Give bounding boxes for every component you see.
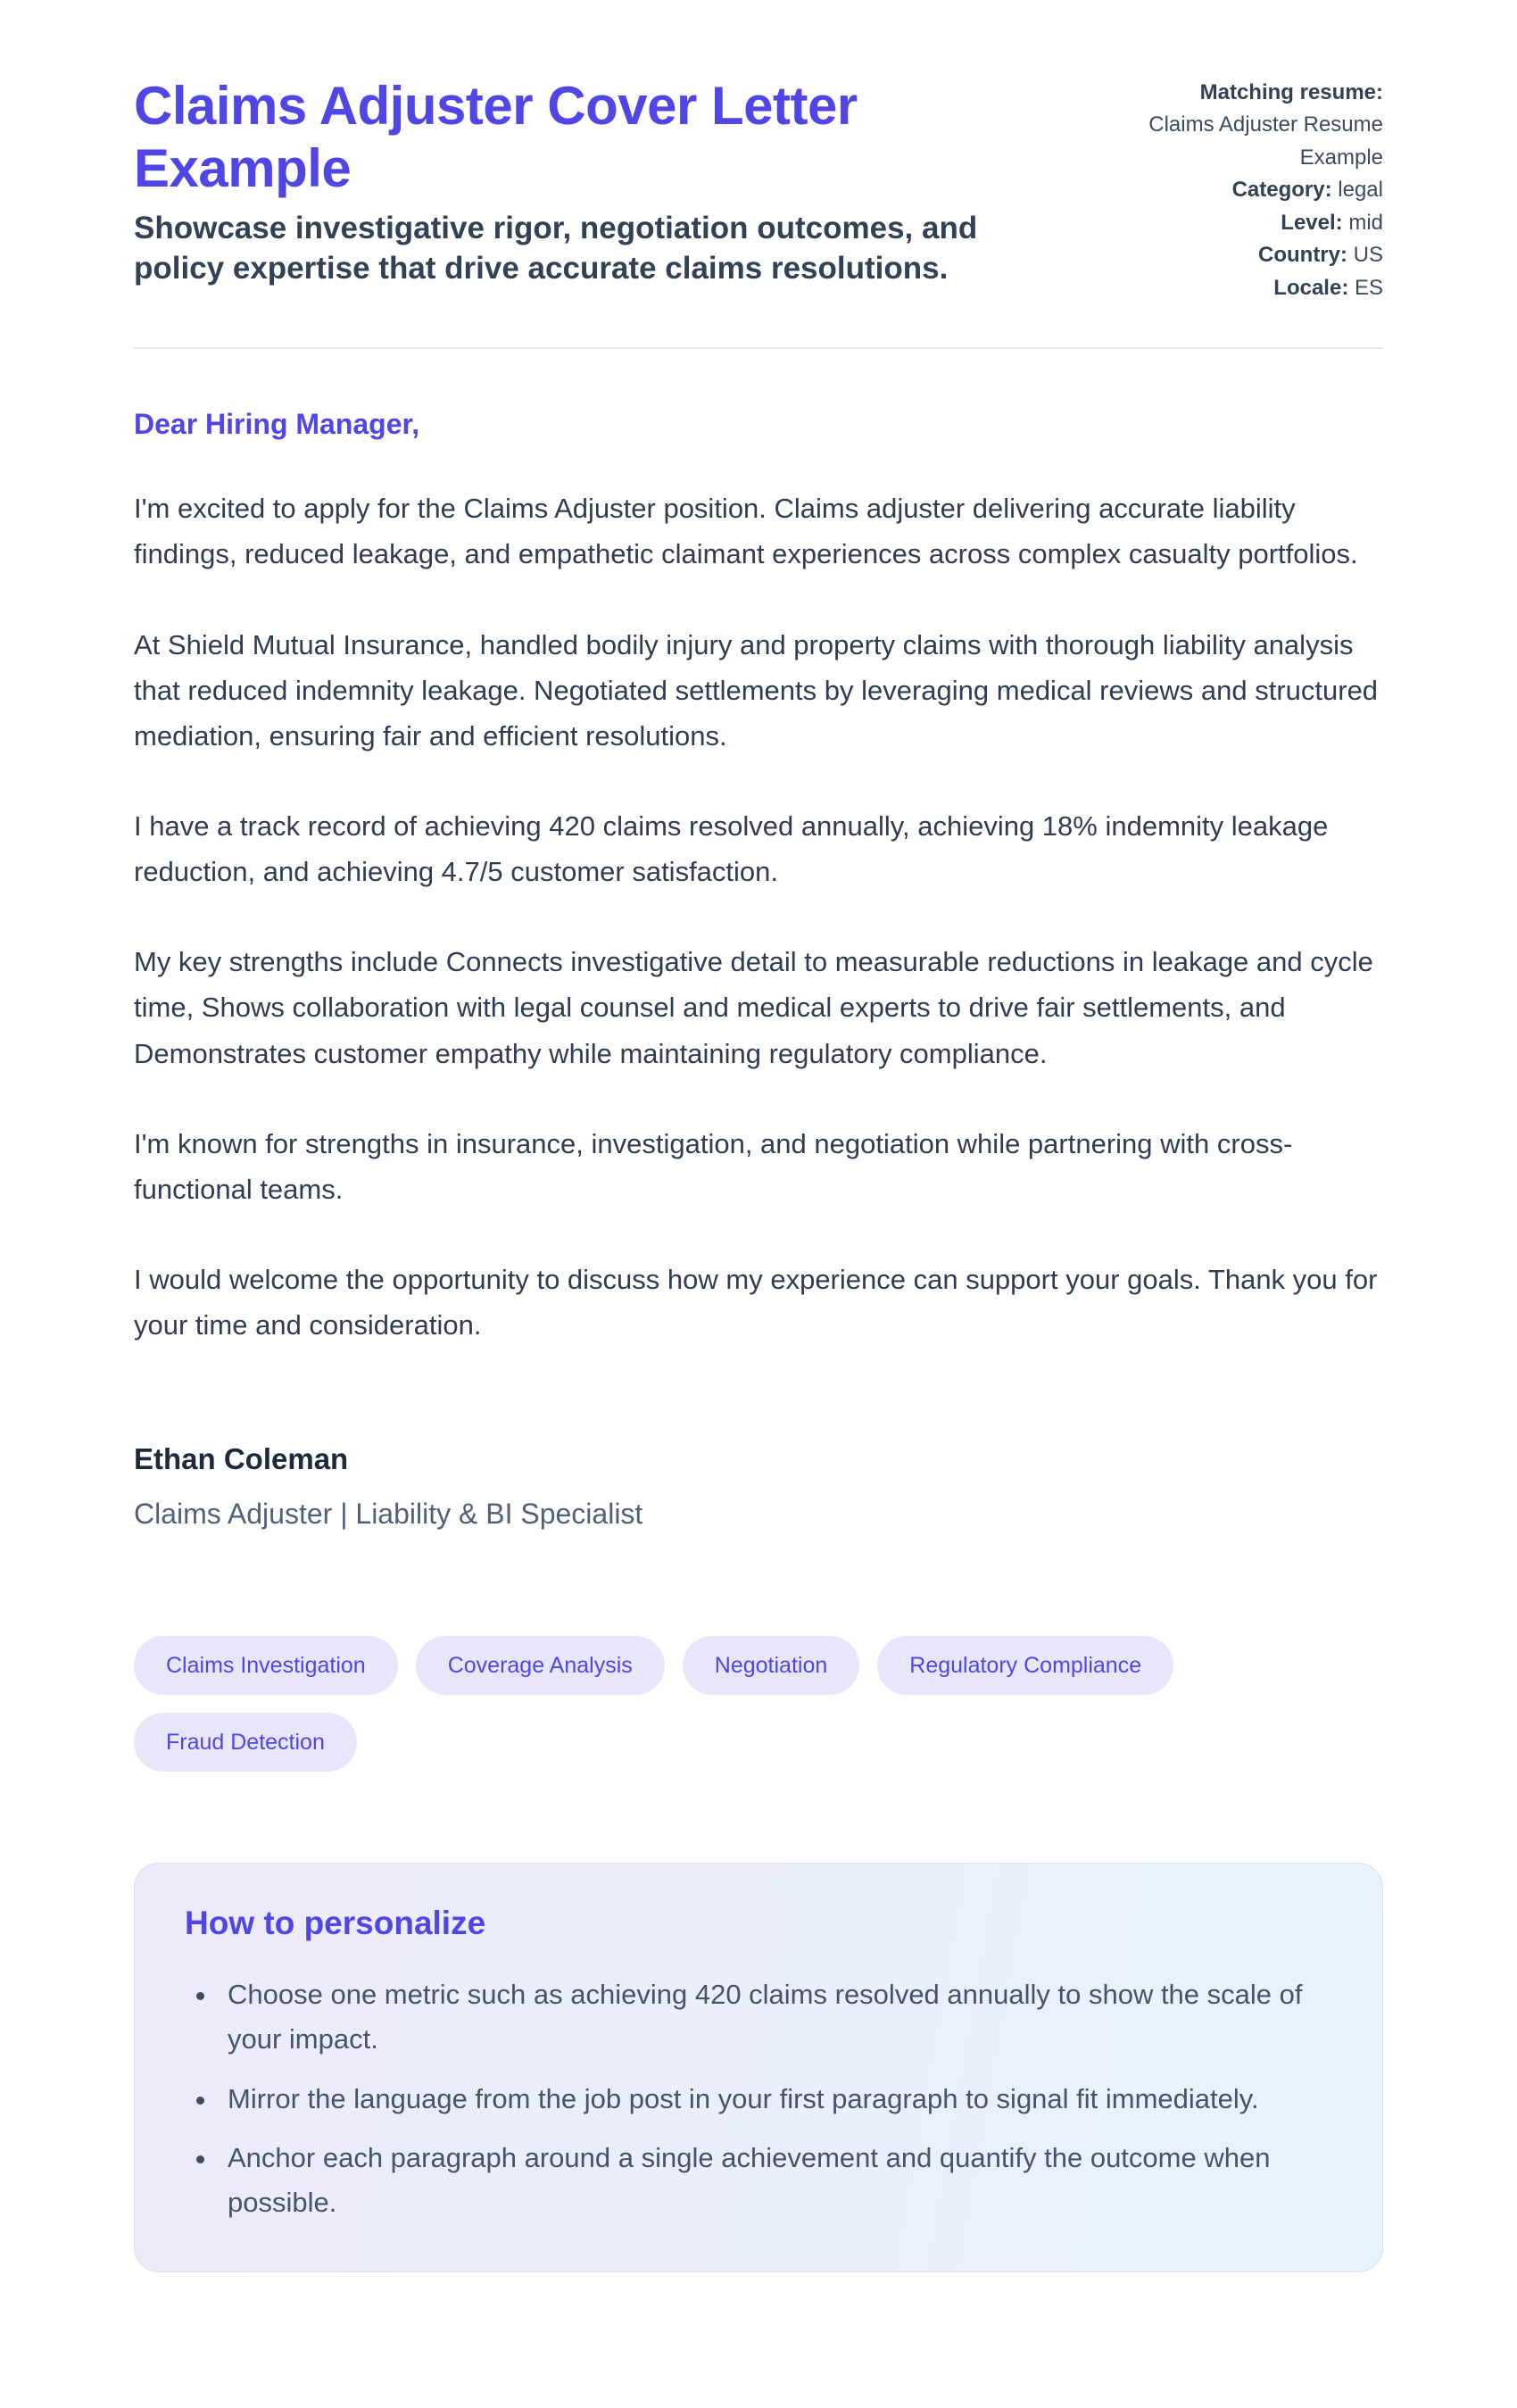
page-header (134, 75, 1383, 304)
locale-row (1071, 272, 1383, 304)
category-label: Category: (1231, 178, 1332, 203)
resume-meta-panel (1071, 75, 1383, 304)
matching-resume-row (1071, 77, 1383, 174)
category-value: legal (1338, 178, 1383, 203)
letter-paragraph: I'm excited to apply for the Claims Adjuster position. Claims adjuster delivering accurate liability findings, reduced leakage, and empathetic claimant experiences across complex casualty portfolios. (134, 493, 1358, 570)
country-value: US (1353, 243, 1383, 268)
letter-paragraph: My key strengths include Connects investigative detail to measurable reductions in leakage and cycle time, Shows collaboration with legal counsel and medical experts to drive fair settlements, and Demonstrates customer empathy while maintaining regulatory compliance. (134, 946, 1373, 1069)
matching-resume-value: Claims Adjuster Resume Example (1148, 112, 1383, 170)
matching-resume-label: Matching resume: (1199, 80, 1383, 104)
letter-body (134, 408, 1383, 1531)
skill-tag: Claims Investigation (134, 1636, 398, 1695)
skill-tag-list (134, 1636, 1383, 1772)
country-label: Country: (1258, 243, 1347, 268)
header-divider (134, 347, 1383, 349)
letter-paragraph: I have a track record of achieving 420 claims resolved annually, achieving 18% indemnity leakage reduction, and achieving 4.7/5 customer satisfaction. (134, 810, 1329, 888)
tips-card-title: How to personalize (185, 1905, 486, 1942)
category-row (1071, 174, 1383, 206)
level-label: Level: (1281, 210, 1343, 235)
level-row (1071, 207, 1383, 239)
personalize-tips-card (134, 1863, 1383, 2272)
page-subtitle: Showcase investigative rigor, negotiation outcomes, and policy expertise that drive accurate claims resolutions. (134, 211, 978, 286)
skill-tag: Coverage Analysis (416, 1636, 665, 1695)
page-title: Claims Adjuster Cover Letter Example (134, 76, 858, 199)
letter-paragraph: At Shield Mutual Insurance, handled bodily injury and property claims with thorough liability analysis that reduced indemnity leakage. Negotiated settlements by leveraging medical reviews and structured mediation, ensuring fair and efficient resolutions. (134, 628, 1379, 751)
locale-label: Locale: (1273, 275, 1349, 300)
country-row (1071, 239, 1383, 271)
letter-paragraph: I'm known for strengths in insurance, investigation, and negotiation while partnering with cross-functional teams. (134, 1127, 1293, 1205)
skill-tag: Negotiation (683, 1636, 859, 1695)
locale-value: ES (1354, 275, 1383, 300)
signature-role: Claims Adjuster | Liability & BI Specialist (134, 1498, 643, 1531)
letter-paragraph: I would welcome the opportunity to discuss how my experience can support your goals. Thank you for your time and consideration. (134, 1263, 1378, 1341)
letter-salutation: Dear Hiring Manager, (134, 408, 420, 441)
level-value: mid (1348, 210, 1383, 235)
skill-tag: Regulatory Compliance (877, 1636, 1173, 1695)
tips-list (185, 1972, 1332, 2225)
header-title-block (134, 75, 1071, 289)
tip-item: • Mirror the language from the job post in your first paragraph to signal fit immediately. (219, 2077, 1332, 2122)
skill-tag: Fraud Detection (134, 1713, 357, 1772)
tip-item: • Choose one metric such as achieving 420 claims resolved annually to show the scale of your impact. (219, 1972, 1332, 2062)
tip-item: • Anchor each paragraph around a single achievement and quantify the outcome when possible. (219, 2136, 1332, 2225)
signature-name: Ethan Coleman (134, 1442, 349, 1476)
